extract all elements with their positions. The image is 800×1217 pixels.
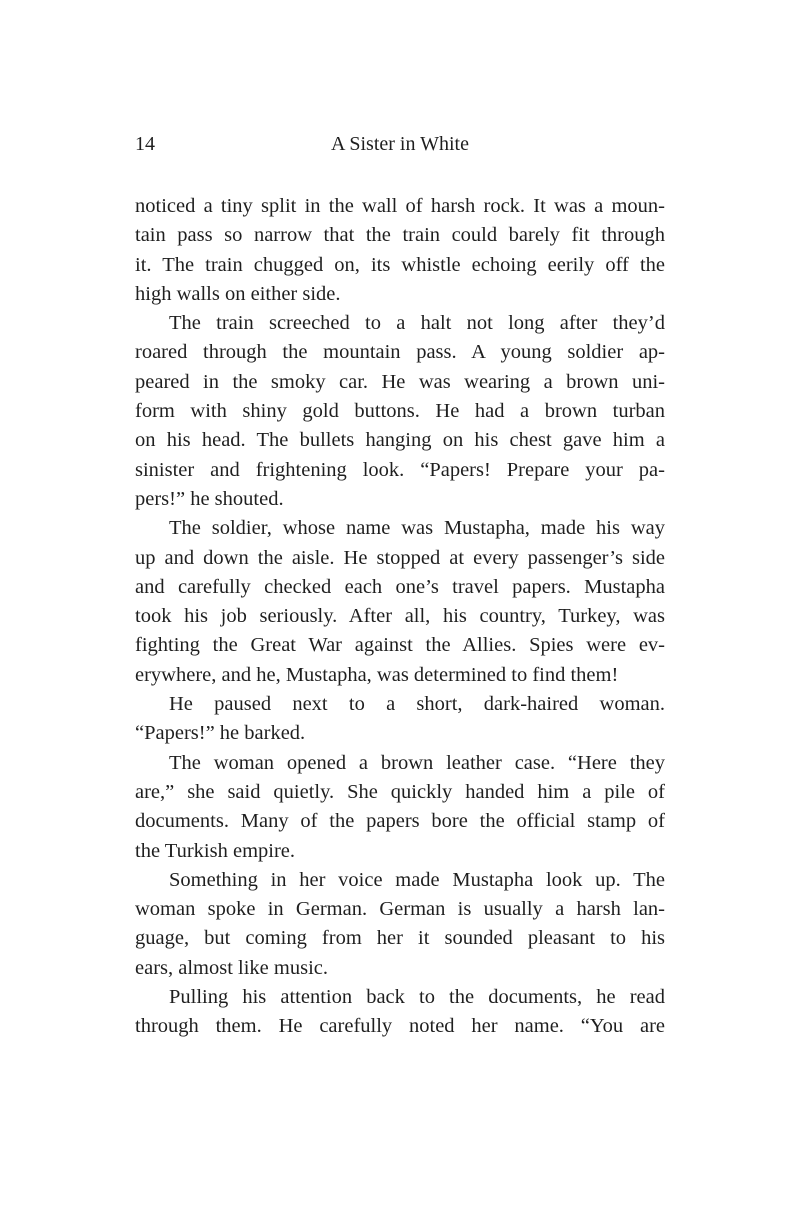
text-line: are,” she said quietly. She quickly handed him a pile of [135,780,665,803]
text-line: erywhere, and he, Mustapha, was determined to find them! [135,663,619,686]
text-line: The train screeched to a halt not long after they’d [169,312,665,335]
text-line: high walls on either side. [135,282,341,305]
text-line: pers!” he shouted. [135,487,284,510]
text-line: sinister and frightening look. “Papers! Prepare your pa- [135,458,665,481]
text-line: noticed a tiny split in the wall of harsh rock. It was a moun- [135,195,665,217]
text-line: Pulling his attention back to the documents, he read [169,986,665,1009]
text-line: through them. He carefully noted her name. “You are [135,1015,665,1038]
text-line: peared in the smoky car. He was wearing a brown uni- [135,370,665,393]
text-line: it. The train chugged on, its whistle echoing eerily off the [135,253,665,276]
text-line: form with shiny gold buttons. He had a brown turban [135,400,665,423]
text-line: took his job seriously. After all, his country, Turkey, was [135,605,665,628]
text-line: Something in her voice made Mustapha look up. The [169,868,665,891]
text-line: tain pass so narrow that the train could barely fit through [135,224,665,247]
text-line: woman spoke in German. German is usually a harsh lan- [135,898,665,921]
text-line: ears, almost like music. [135,956,328,979]
page-number: 14 [135,133,155,155]
text-line: guage, but coming from her it sounded pleasant to his [135,927,665,950]
text-line: documents. Many of the papers bore the official stamp of [135,810,665,833]
book-title: A Sister in White [331,133,469,155]
running-head [135,130,665,158]
text-line: “Papers!” he barked. [135,722,306,745]
text-line: The soldier, whose name was Mustapha, made his way [169,517,665,540]
text-line: fighting the Great War against the Allies. Spies were ev- [135,634,665,657]
text-line: the Turkish empire. [135,839,296,862]
text-line: The woman opened a brown leather case. “Here they [169,751,665,774]
text-line: and carefully checked each one’s travel papers. Mustapha [135,575,665,598]
text-line: up and down the aisle. He stopped at every passenger’s side [135,546,665,569]
text-line: He paused next to a short, dark-haired woman. [169,693,665,716]
text-line: on his head. The bullets hanging on his chest gave him a [135,429,665,452]
body-text [135,192,665,1042]
text-line: roared through the mountain pass. A young soldier ap- [135,341,665,364]
